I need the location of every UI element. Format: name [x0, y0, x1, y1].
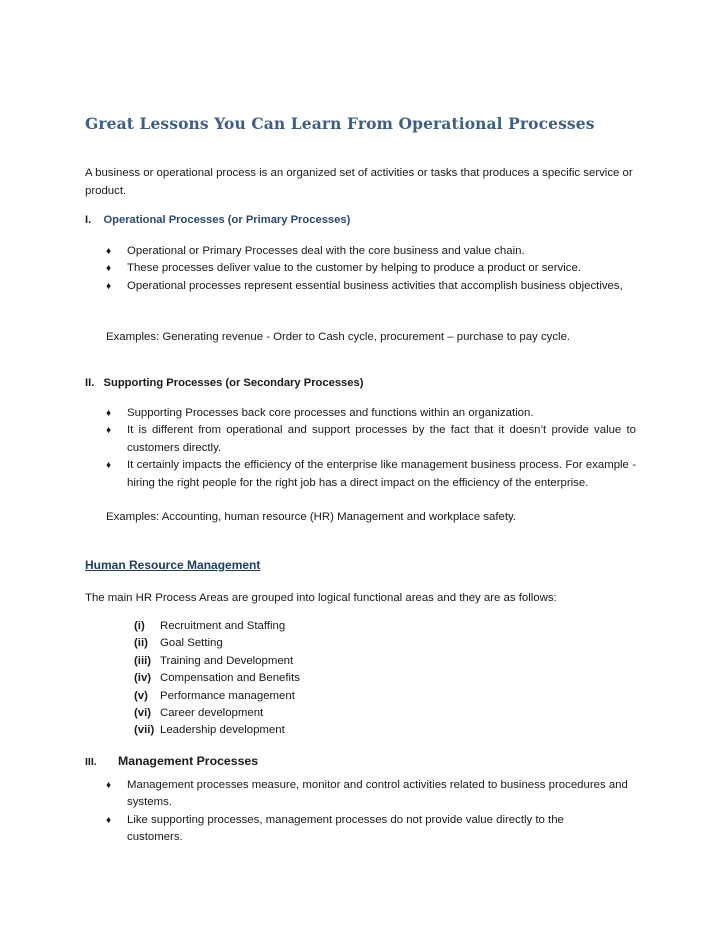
- section-1-bullets: [106, 243, 636, 295]
- list-item: ♦ These processes deliver value to the customer by helping to produce a product or service.: [106, 260, 636, 277]
- section-3-bullets: [106, 777, 636, 847]
- section-1-heading: [85, 214, 350, 226]
- section-1-number: I.: [85, 214, 92, 226]
- list-item: ♦ Management processes measure, monitor and control activities related to business procedures and systems.: [106, 779, 628, 809]
- section-2-title: Supporting Processes (or Secondary Processes): [103, 377, 364, 389]
- diamond-bullet-icon: ♦: [106, 246, 112, 257]
- list-item: ♦ It is different from operational and support processes by the fact that it doesn’t provide value to customers directly.: [106, 424, 636, 454]
- list-item: (vii) Leadership development: [134, 724, 285, 737]
- list-item: (iv) Compensation and Benefits: [134, 672, 300, 685]
- page-title: Great Lessons You Can Learn From Operational Processes: [85, 114, 595, 133]
- hr-intro: The main HR Process Areas are grouped into logical functional areas and they are as follows:: [85, 592, 557, 604]
- section-2-bullets: [106, 405, 636, 492]
- list-item: ♦ It certainly impacts the efficiency of the enterprise like management business process. For example - hiring the right people for the right job has a direct impact on the efficiency of the enterprise.: [106, 459, 636, 489]
- list-item: ♦ Operational processes represent essential business activities that accomplish business objectives,: [106, 278, 636, 295]
- diamond-bullet-icon: ♦: [106, 425, 112, 437]
- list-item: ♦ Supporting Processes back core processes and functions within an organization.: [106, 405, 636, 422]
- list-item: ♦ Like supporting processes, management processes do not provide value directly to the customers.: [106, 813, 564, 844]
- section-3-number: III.: [85, 756, 97, 768]
- diamond-bullet-icon: ♦: [106, 408, 112, 419]
- section-2-examples: Examples: Accounting, human resource (HR) Management and workplace safety.: [106, 511, 517, 523]
- section-1-examples: Examples: Generating revenue - Order to Cash cycle, procurement – purchase to pay cycle.: [106, 331, 571, 343]
- list-item: (v) Performance management: [134, 689, 295, 702]
- list-item: (ii) Goal Setting: [134, 637, 223, 650]
- diamond-bullet-icon: ♦: [106, 780, 112, 791]
- list-item: ♦ Operational or Primary Processes deal with the core business and value chain.: [106, 243, 636, 260]
- diamond-bullet-icon: ♦: [106, 280, 112, 292]
- hr-process-list: [134, 618, 300, 740]
- list-item: (i) Recruitment and Staffing: [134, 620, 286, 632]
- diamond-bullet-icon: ♦: [106, 460, 112, 472]
- diamond-bullet-icon: ♦: [106, 814, 112, 826]
- section-2-number: II.: [85, 377, 95, 389]
- diamond-bullet-icon: ♦: [106, 263, 112, 275]
- section-1-title: Operational Processes (or Primary Processes): [103, 214, 351, 226]
- hr-heading: Human Resource Management: [85, 558, 261, 572]
- section-3-title: Management Processes: [118, 754, 259, 768]
- section-3-heading: [85, 752, 258, 770]
- intro-paragraph: A business or operational process is an organized set of activities or tasks that produces a specific service or product.: [85, 167, 633, 197]
- list-item: (iii) Training and Development: [134, 654, 294, 667]
- list-item: (vi) Career development: [134, 707, 264, 720]
- section-2-heading: [85, 377, 363, 389]
